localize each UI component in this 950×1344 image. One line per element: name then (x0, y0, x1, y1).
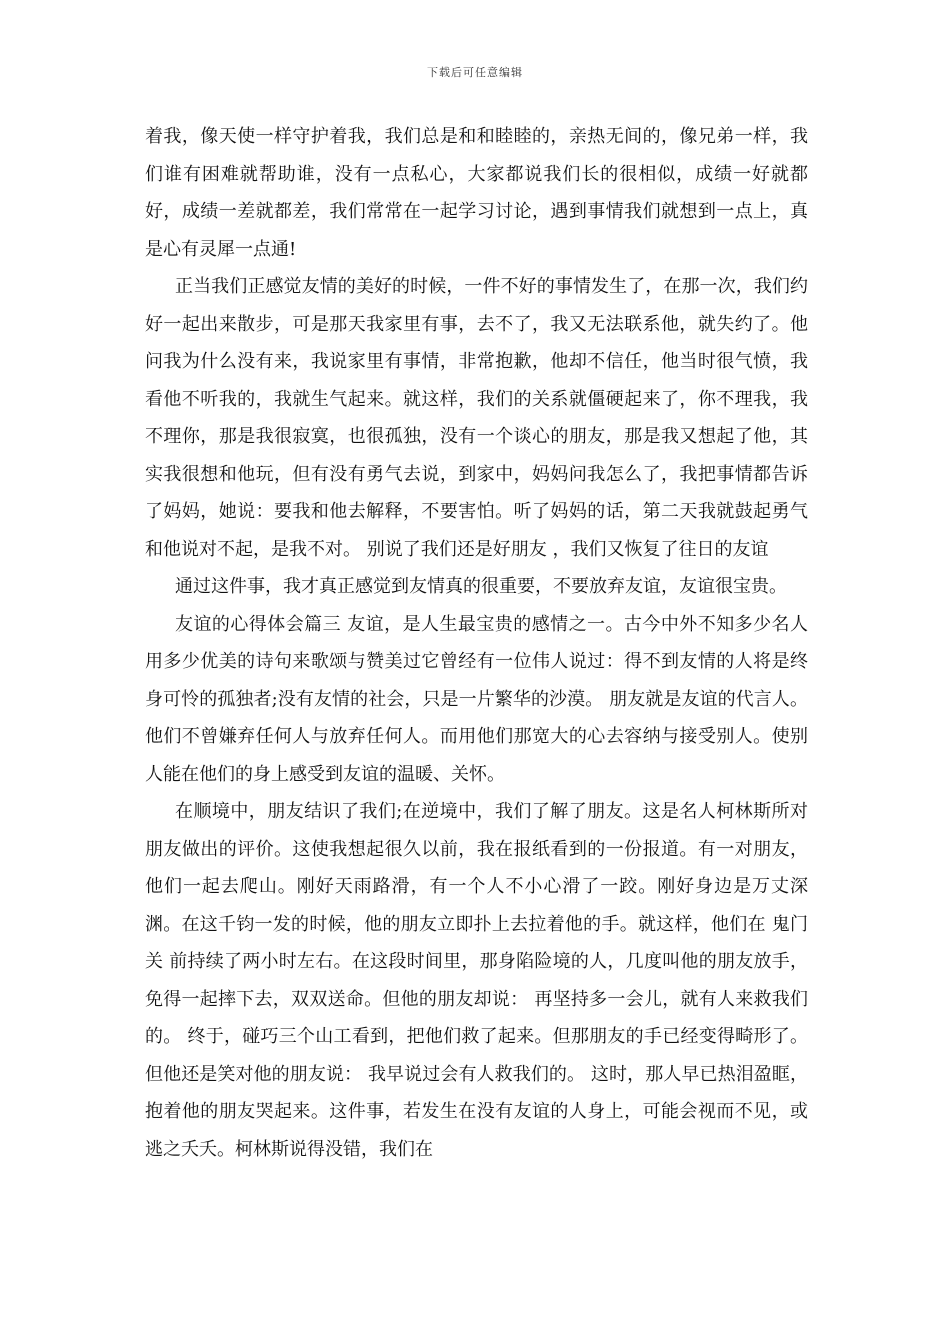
paragraph-4: 友谊的心得体会篇三 友谊，是人生最宝贵的感情之一。古今中外不知多少名人用多少优美的诗句来歌颂与赞美过它曾经有一位伟人说过：得不到友情的人将是终身可怜的孤独者;没有友情的社会，只是一片繁华的沙漠。 朋友就是友谊的代言人。他们不曾嫌弃任何人与放弃任何人。而用他们那宽大的心去容纳与接受别人。使别人能在他们的身上感受到友谊的温暖、关怀。 (145, 613, 808, 785)
document-body (145, 118, 808, 1168)
paragraph-3: 通过这件事，我才真正感觉到友情真的很重要，不要放弃友谊，友谊很宝贵。 (175, 576, 787, 597)
page-header: 下载后可任意编辑 (427, 66, 523, 79)
paragraph-1: 着我，像天使一样守护着我，我们总是和和睦睦的，亲热无间的，像兄弟一样，我们谁有困难就帮助谁，没有一点私心，大家都说我们长的很相似，成绩一好就都好，成绩一差就都差，我们常常在一起学习讨论，遇到事情我们就想到一点上，真是心有灵犀一点通! (145, 126, 808, 260)
paragraph-2: 正当我们正感觉友情的美好的时候，一件不好的事情发生了，在那一次，我们约好一起出来散步，可是那天我家里有事，去不了，我又无法联系他，就失约了。他问我为什么没有来，我说家里有事情，非常抱歉，他却不信任，他当时很气愤，我看他不听我的，我就生气起来。就这样，我们的关系就僵硬起来了，你不理我，我不理你，那是我很寂寞，也很孤独，没有一个谈心的朋友，那是我又想起了他，其实我很想和他玩，但有没有勇气去说，到家中，妈妈问我怎么了，我把事情都告诉了妈妈，她说：要我和他去解释，不要害怕。听了妈妈的话，第二天我就鼓起勇气和他说对不起，是我不对。 别说了我们还是好朋友 ，我们又恢复了往日的友谊 (145, 276, 808, 560)
paragraph-5: 在顺境中，朋友结识了我们;在逆境中，我们了解了朋友。这是名人柯林斯所对朋友做出的评价。这使我想起很久以前，我在报纸看到的一份报道。有一对朋友，他们一起去爬山。刚好天雨路滑，有一个人不小心滑了一跤。刚好身边是万丈深渊。在这千钧一发的时候，他的朋友立即扑上去拉着他的手。就这样，他们在 鬼门关 前持续了两小时左右。在这段时间里，那身陷险境的人，几度叫他的朋友放手，免得一起摔下去，双双送命。但他的朋友却说： 再坚持多一会儿，就有人来救我们的。 终于，碰巧三个山工看到，把他们救了起来。但那朋友的手已经变得畸形了。但他还是笑对他的朋友说： 我早说过会有人救我们的。 这时，那人早已热泪盈眶，抱着他的朋友哭起来。这件事，若发生在没有友谊的人身上，可能会视而不见，或逃之夭夭。柯林斯说得没错，我们在 (145, 801, 808, 1160)
